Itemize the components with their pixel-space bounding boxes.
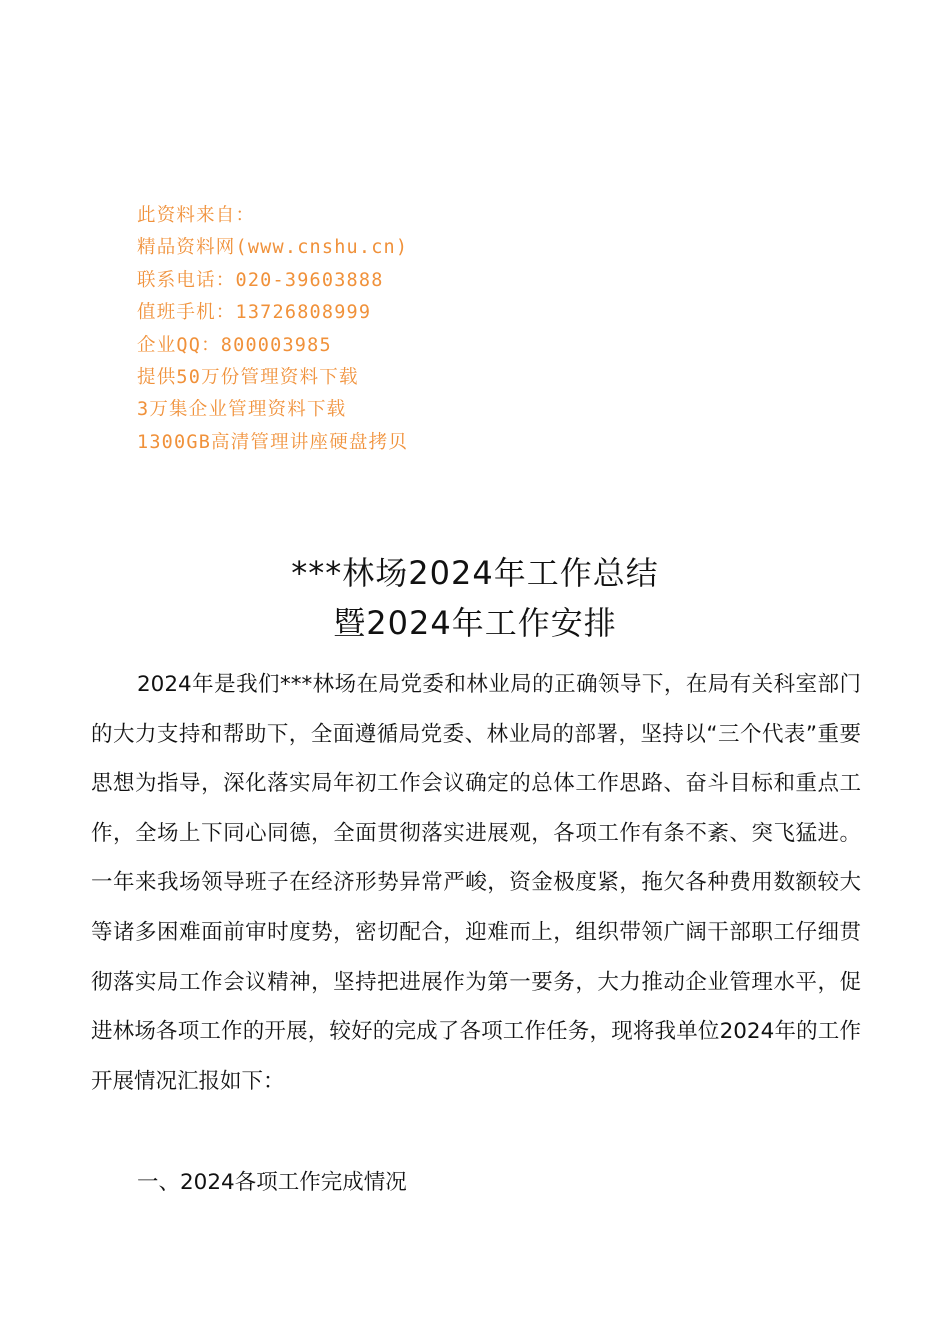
source-notice-line: 提供50万份管理资料下载: [137, 366, 359, 388]
source-notice-line: 值班手机：13726808999: [137, 302, 372, 324]
title-line-2: 暨2024年工作安排: [333, 604, 617, 642]
source-notice-line: 企业QQ：800003985: [137, 334, 332, 356]
section-heading: 一、2024各项工作完成情况: [137, 1170, 407, 1195]
source-notice-line: 3万集企业管理资料下载: [137, 399, 347, 421]
source-notice-line: 联系电话：020-39603888: [137, 269, 384, 291]
document-title: [0, 548, 950, 648]
source-notice-line: 1300GB高清管理讲座硬盘拷贝: [137, 431, 409, 453]
title-line-1: ***林场2024年工作总结: [291, 554, 659, 592]
source-notice-line: 精品资料网(www.cnshu.cn): [137, 237, 409, 259]
source-notice: [137, 200, 637, 459]
intro-paragraph: 2024年是我们***林场在局党委和林业局的正确领导下，在局有关科室部门的大力支持和帮助下，全面遵循局党委、林业局的部署，坚持以“三个代表”重要思想为指导，深化落实局年初工作会议确定的总体工作思路、奋斗目标和重点工作，全场上下同心同德，全面贯彻落实进展观，各项工作有条不紊、突飞猛进。一年来我场领导班子在经济形势异常严峻，资金极度紧，拖欠各种费用数额较大等诸多困难面前审时度势，密切配合，迎难而上，组织带领广阔干部职工仔细贯彻落实局工作会议精神，坚持把进展作为第一要务，大力推动企业管理水平，促进林场各项工作的开展，较好的完成了各项工作任务，现将我单位2024年的工作开展情况汇报如下：: [91, 672, 861, 1094]
source-notice-line: 此资料来自：: [137, 205, 256, 226]
